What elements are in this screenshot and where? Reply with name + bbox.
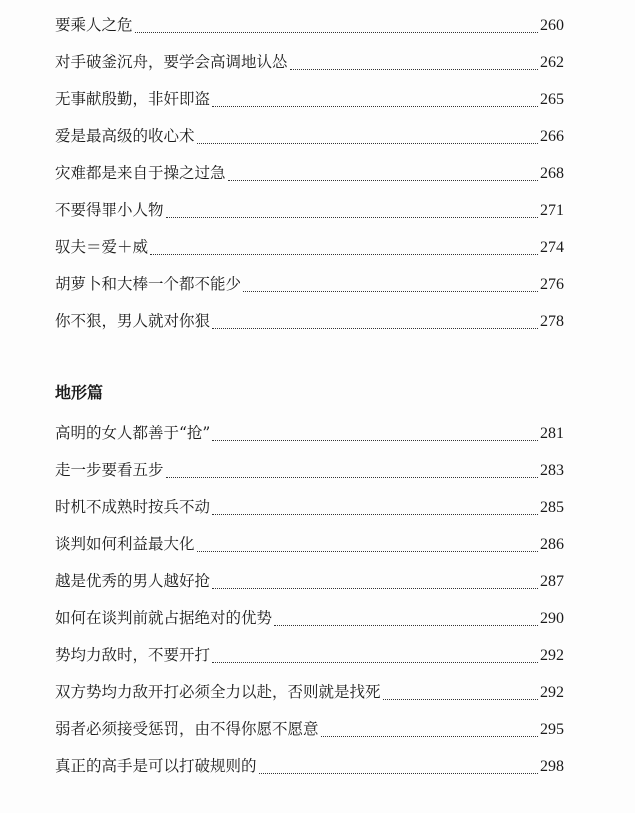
toc-entry-page: 286 <box>540 536 564 553</box>
toc-leader-dots <box>212 440 538 441</box>
toc-leader-dots <box>212 328 538 329</box>
toc-entry-page: 295 <box>540 721 564 738</box>
toc-list-second <box>55 415 564 785</box>
toc-entry-title: 走一步要看五步 <box>55 461 164 479</box>
toc-entry[interactable] <box>55 711 564 748</box>
toc-entry-page: 274 <box>540 239 564 256</box>
toc-entry-title: 对手破釜沉舟，要学会高调地认怂 <box>55 53 288 71</box>
toc-leader-dots <box>383 699 538 700</box>
toc-entry[interactable] <box>55 303 564 340</box>
toc-entry-title: 双方势均力敌开打必须全力以赴，否则就是找死 <box>55 683 381 701</box>
toc-entry-page: 271 <box>540 202 564 219</box>
toc-entry[interactable] <box>55 674 564 711</box>
toc-leader-dots <box>166 217 538 218</box>
toc-leader-dots <box>197 143 538 144</box>
section-heading: 地形篇 <box>55 383 104 402</box>
toc-entry[interactable] <box>55 748 564 785</box>
toc-entry-title: 谈判如何利益最大化 <box>55 535 195 553</box>
toc-entry-page: 268 <box>540 165 564 182</box>
toc-entry-page: 283 <box>540 462 564 479</box>
toc-entry[interactable] <box>55 44 564 81</box>
toc-leader-dots <box>212 106 538 107</box>
toc-entry-page: 262 <box>540 54 564 71</box>
toc-entry[interactable] <box>55 118 564 155</box>
toc-entry-title: 无事献殷勤，非奸即盗 <box>55 90 211 108</box>
toc-entry-title: 如何在谈判前就占据绝对的优势 <box>55 609 273 627</box>
toc-entry-title: 不要得罪小人物 <box>55 201 164 219</box>
toc-entry[interactable] <box>55 155 564 192</box>
toc-entry-title: 爱是最高级的收心术 <box>55 127 195 145</box>
toc-leader-dots <box>212 588 538 589</box>
toc-entry-title: 弱者必须接受惩罚，由不得你愿不愿意 <box>55 720 319 738</box>
toc-entry-title: 要乘人之危 <box>55 16 133 34</box>
toc-entry-title: 高明的女人都善于“抢” <box>55 424 211 442</box>
toc-entry-title: 时机不成熟时按兵不动 <box>55 498 211 516</box>
toc-leader-dots <box>290 69 538 70</box>
toc-entry[interactable] <box>55 600 564 637</box>
toc-entry-page: 278 <box>540 313 564 330</box>
toc-entry[interactable] <box>55 563 564 600</box>
toc-leader-dots <box>228 180 538 181</box>
toc-leader-dots <box>243 291 538 292</box>
toc-entry-page: 298 <box>540 758 564 775</box>
toc-entry-page: 276 <box>540 276 564 293</box>
toc-entry-page: 281 <box>540 425 564 442</box>
toc-leader-dots <box>321 736 538 737</box>
toc-leader-dots <box>150 254 538 255</box>
toc-entry-page: 292 <box>540 684 564 701</box>
toc-entry[interactable] <box>55 637 564 674</box>
toc-entry[interactable] <box>55 415 564 452</box>
toc-entry-title: 灾难都是来自于操之过急 <box>55 164 226 182</box>
toc-entry[interactable] <box>55 192 564 229</box>
toc-leader-dots <box>135 32 538 33</box>
toc-entry[interactable] <box>55 81 564 118</box>
toc-entry[interactable] <box>55 526 564 563</box>
toc-entry-title: 胡萝卜和大棒一个都不能少 <box>55 275 242 293</box>
toc-entry-title: 越是优秀的男人越好抢 <box>55 572 211 590</box>
toc-leader-dots <box>259 773 538 774</box>
toc-entry[interactable] <box>55 452 564 489</box>
toc-leader-dots <box>197 551 538 552</box>
toc-entry[interactable] <box>55 266 564 303</box>
toc-entry-page: 265 <box>540 91 564 108</box>
toc-entry[interactable] <box>55 229 564 266</box>
toc-list-first <box>55 7 564 340</box>
toc-leader-dots <box>166 477 538 478</box>
toc-entry-page: 290 <box>540 610 564 627</box>
toc-entry-title: 驭夫＝爱＋威 <box>55 238 149 256</box>
toc-entry-page: 260 <box>540 17 564 34</box>
toc-entry[interactable] <box>55 489 564 526</box>
toc-leader-dots <box>212 662 538 663</box>
toc-leader-dots <box>212 514 538 515</box>
toc-entry-title: 你不狠，男人就对你狠 <box>55 312 211 330</box>
toc-entry-title: 真正的高手是可以打破规则的 <box>55 757 257 775</box>
toc-entry-page: 292 <box>540 647 564 664</box>
toc-entry-title: 势均力敌时，不要开打 <box>55 646 211 664</box>
toc-leader-dots <box>274 625 538 626</box>
toc-entry-page: 285 <box>540 499 564 516</box>
toc-entry[interactable] <box>55 7 564 44</box>
toc-entry-page: 287 <box>540 573 564 590</box>
toc-entry-page: 266 <box>540 128 564 145</box>
